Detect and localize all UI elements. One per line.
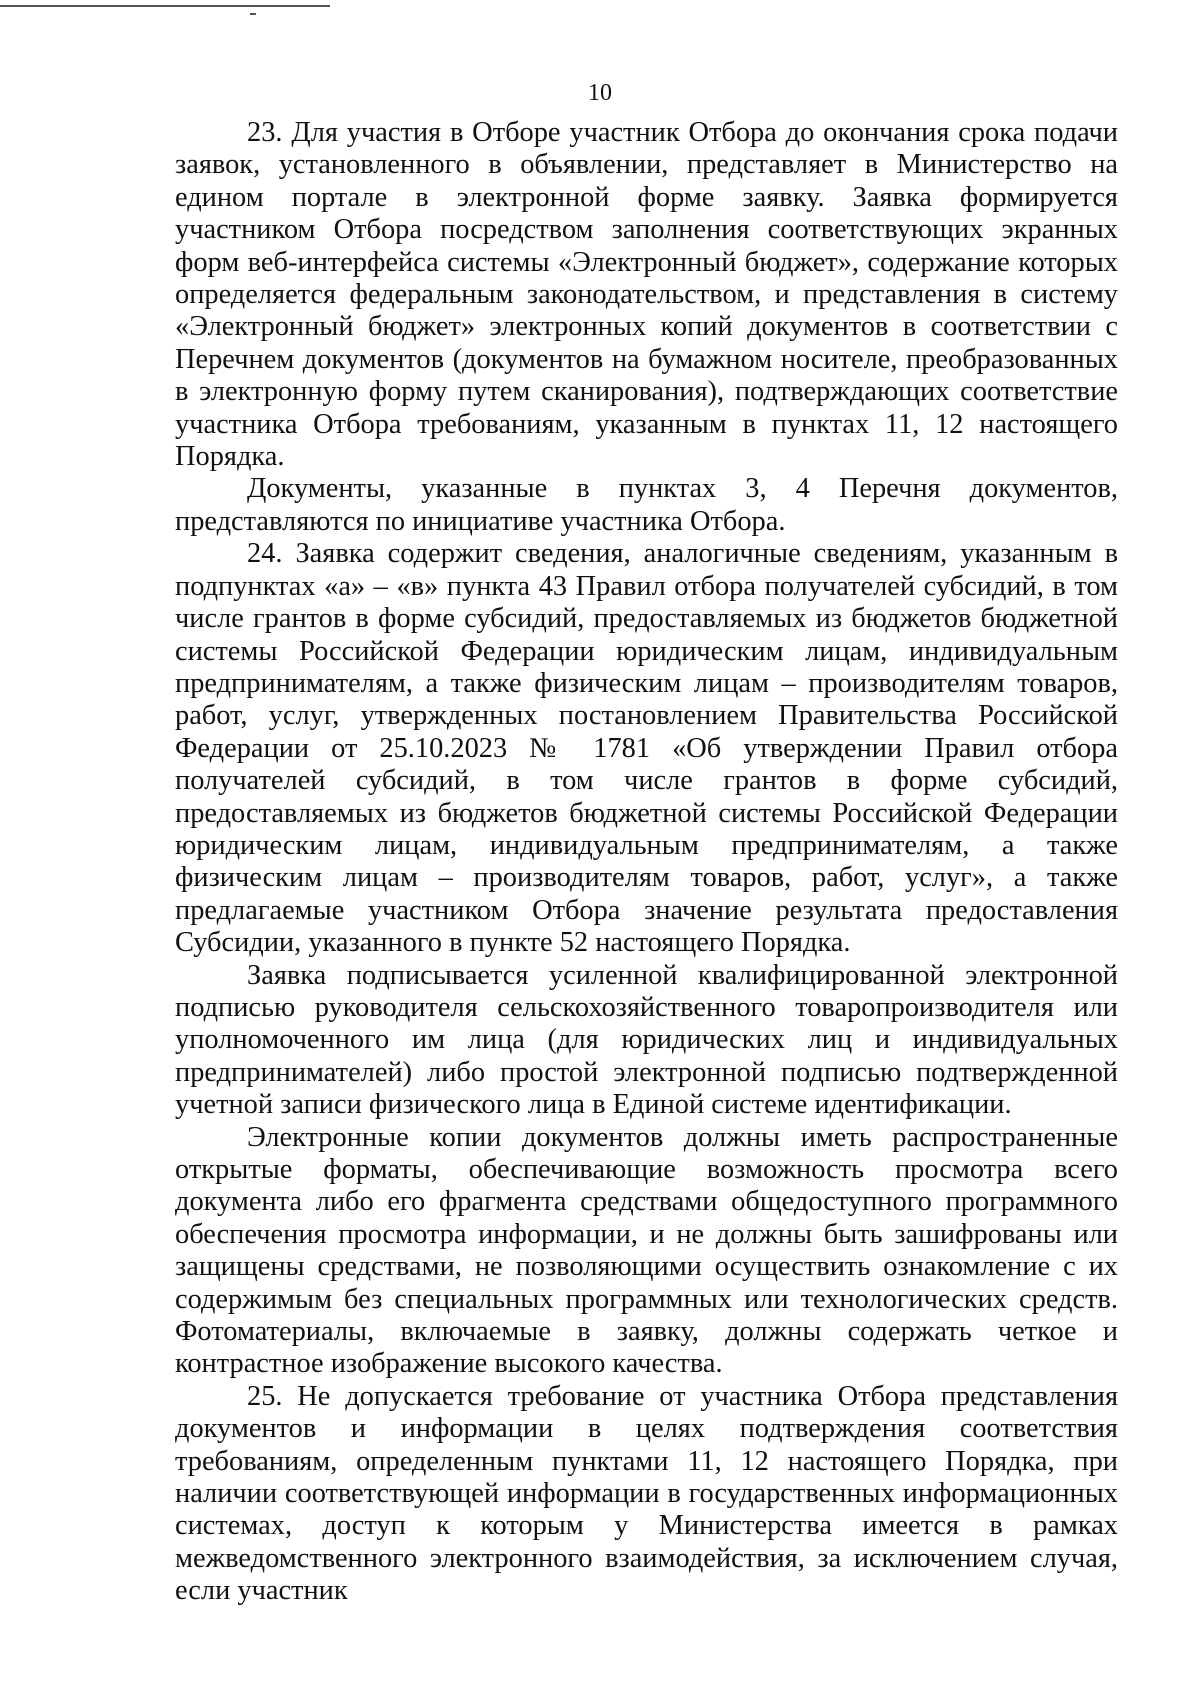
page-number: 10 bbox=[588, 80, 612, 106]
scan-artifact-line bbox=[0, 5, 330, 7]
paragraph-signature: Заявка подписывается усиленной квалифицированной электронной подписью руководителя сельскохозяйственного товаропроизводителя или уполномоченного им лица (для юридических лиц и индивидуальных предпринимателей) либо простой электронной подписью подтвержденной учетной записи физического лица в Единой системе идентификации. bbox=[175, 959, 1118, 1121]
paragraph-documents-optional: Документы, указанные в пунктах 3, 4 Перечня документов, представляются по инициативе участника Отбора. bbox=[175, 473, 1118, 537]
document-body bbox=[175, 117, 1118, 1608]
paragraph-25: 25. Не допускается требование от участника Отбора представления документов и информации в целях подтверждения соответствия требованиям, определенным пунктами 11, 12 настоящего Порядка, при наличии соответствующей информации в государственных информационных системах, доступ к которым у Министерства имеется в рамках межведомственного электронного взаимодействия, за исключением случая, если участник bbox=[175, 1380, 1118, 1607]
paragraph-electronic-copies: Электронные копии документов должны иметь распространенные открытые форматы, обеспечивающие возможность просмотра всего документа либо его фрагмента средствами общедоступного программного обеспечения просмотра информации, и не должны быть зашифрованы или защищены средствами, не позволяющими осуществить ознакомление с их содержимым без специальных программных или технологических средств. Фотоматериалы, включаемые в заявку, должны содержать четкое и контрастное изображение высокого качества. bbox=[175, 1121, 1118, 1380]
paragraph-24: 24. Заявка содержит сведения, аналогичные сведениям, указанным в подпунктах «а» – «в» пункта 43 Правил отбора получателей субсидий, в том числе грантов в форме субсидий, предоставляемых из бюджетов бюджетной системы Российской Федерации юридическим лицам, индивидуальным предпринимателям, а также физическим лицам – производителям товаров, работ, услуг, утвержденных постановлением Правительства Российской Федерации от 25.10.2023 № 1781 «Об утверждении Правил отбора получателей субсидий, в том числе грантов в форме субсидий, предоставляемых из бюджетов бюджетной системы Российской Федерации юридическим лицам, индивидуальным предпринимателям, а также физическим лицам – производителям товаров, работ, услуг», а также предлагаемые участником Отбора значение результата предоставления Субсидии, указанного в пункте 52 настоящего Порядка. bbox=[175, 538, 1118, 959]
paragraph-23: 23. Для участия в Отборе участник Отбора до окончания срока подачи заявок, установленного в объявлении, представляет в Министерство на едином портале в электронной форме заявку. Заявка формируется участником Отбора посредством заполнения соответствующих экранных форм веб-интерфейса системы «Электронный бюджет», содержание которых определяется федеральным законодательством, и представления в систему «Электронный бюджет» электронных копий документов в соответствии с Перечнем документов (документов на бумажном носителе, преобразованных в электронную форму путем сканирования), подтверждающих соответствие участника Отбора требованиям, указанным в пунктах 11, 12 настоящего Порядка. bbox=[175, 117, 1118, 473]
scan-artifact-tick bbox=[250, 13, 256, 15]
